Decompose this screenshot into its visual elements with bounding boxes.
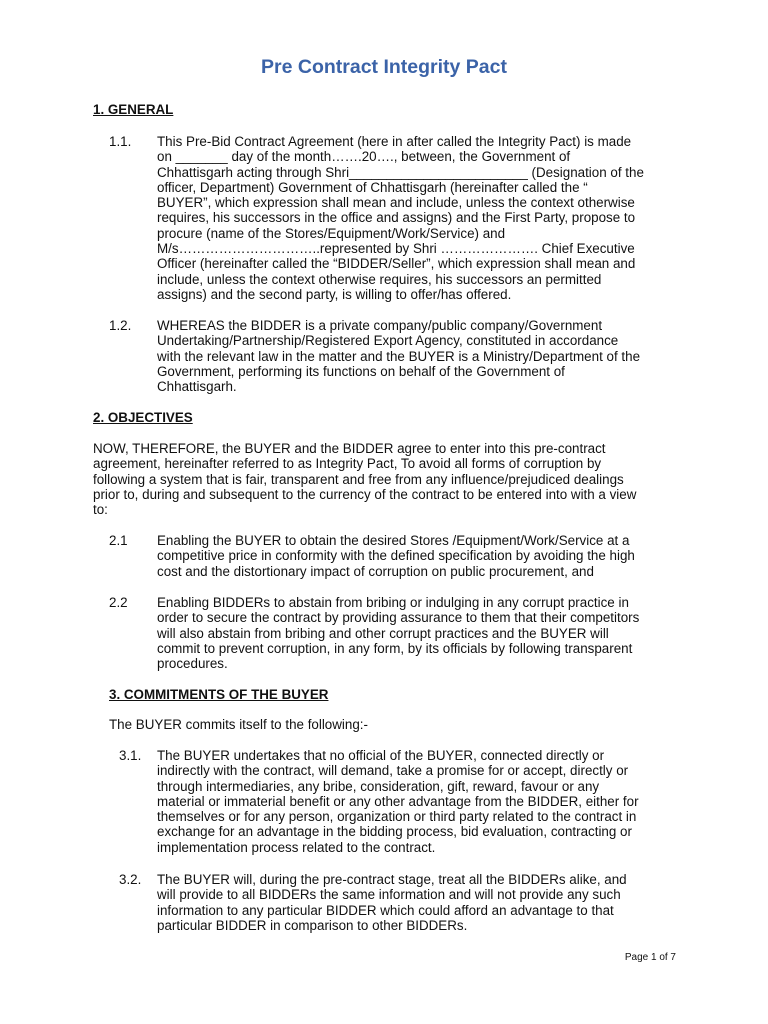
commitments-intro-paragraph: The BUYER commits itself to the following:- [109,717,368,732]
clause-number-3-2: 3.2. [119,872,142,887]
objectives-intro-paragraph: NOW, THEREFORE, the BUYER and the BIDDER agree to enter into this pre-contract agreement, hereinafter referred to as Integrity Pact, To avoid all forms of corruption by following a system that is fair, transparent and free from any influence/prejudiced dealings prior to, during and subsequent to the currency of the contract to be entered into with a view to: [93,441,637,518]
clause-text-3-2: The BUYER will, during the pre-contract stage, treat all the BIDDERs alike, and will provide to all BIDDERs the same information and will not provide any such information to any particular BIDDER which could afford an advantage to that particular BIDDER in comparison to other BIDDERs. [157,872,627,933]
document-title: Pre Contract Integrity Pact [261,56,507,78]
clause-text-1-2: WHEREAS the BIDDER is a private company/public company/Government Undertaking/Partnership/Registered Export Agency, constituted in accordance with the relevant law in the matter and the BUYER is a Ministry/Department of the Government, performing its functions on behalf of the Government of Chhattisgarh. [157,318,641,395]
clause-number-1-2: 1.2. [109,318,132,333]
page-number-footer: Page 1 of 7 [624,952,676,963]
clause-text-2-2: Enabling BIDDERs to abstain from bribing or indulging in any corrupt practice in order to secure the contract by providing assurance to them that their competitors will also abstain from bribing and other corrupt practices and the BUYER will commit to prevent corruption, in any form, by its officials by following transparent procedures. [157,595,640,672]
clause-text-1-1: This Pre-Bid Contract Agreement (here in after called the Integrity Pact) is made on _______ day of the month…….20…., between, the Government of Chhattisgarh acting through Shri________________________ (Designation of the officer, Department) Government of Chhattisgarh (hereinafter called the “ BUYER”, which expression shall mean and include, unless the context otherwise requires, his successors in the office and assigns) and the First Party, propose to procure (name of the Stores/Equipment/Work/Service) and M/s…………………………..represented by Shri …………………. Chief Executive Officer (hereinafter called the “BIDDER/Seller”, which expression shall mean and include, unless the context otherwise requires, his successors an permitted assigns) and the second party, is willing to offer/has offered. [157,134,644,302]
clause-number-2-2: 2.2 [109,595,128,610]
clause-text-3-1: The BUYER undertakes that no official of the BUYER, connected directly or indirectly with the contract, will demand, take a promise for or accept, directly or through intermediaries, any bribe, consideration, gift, reward, favour or any material or immaterial benefit or any other advantage from the BIDDER, either for themselves or for any person, organization or third party related to the contract in exchange for an advantage in the bidding process, bid evaluation, contracting or implementation process related to the contract. [157,748,639,855]
clause-number-1-1: 1.1. [109,134,132,149]
section-heading-general: 1. GENERAL [93,102,174,117]
clause-number-3-1: 3.1. [119,748,142,763]
section-heading-commitments: 3. COMMITMENTS OF THE BUYER [109,687,329,702]
clause-text-2-1: Enabling the BUYER to obtain the desired Stores /Equipment/Work/Service at a competitive price in conformity with the defined specification by avoiding the high cost and the distortionary impact of corruption on public procurement, and [157,533,635,579]
section-heading-objectives: 2. OBJECTIVES [93,410,193,425]
clause-number-2-1: 2.1 [109,533,128,548]
